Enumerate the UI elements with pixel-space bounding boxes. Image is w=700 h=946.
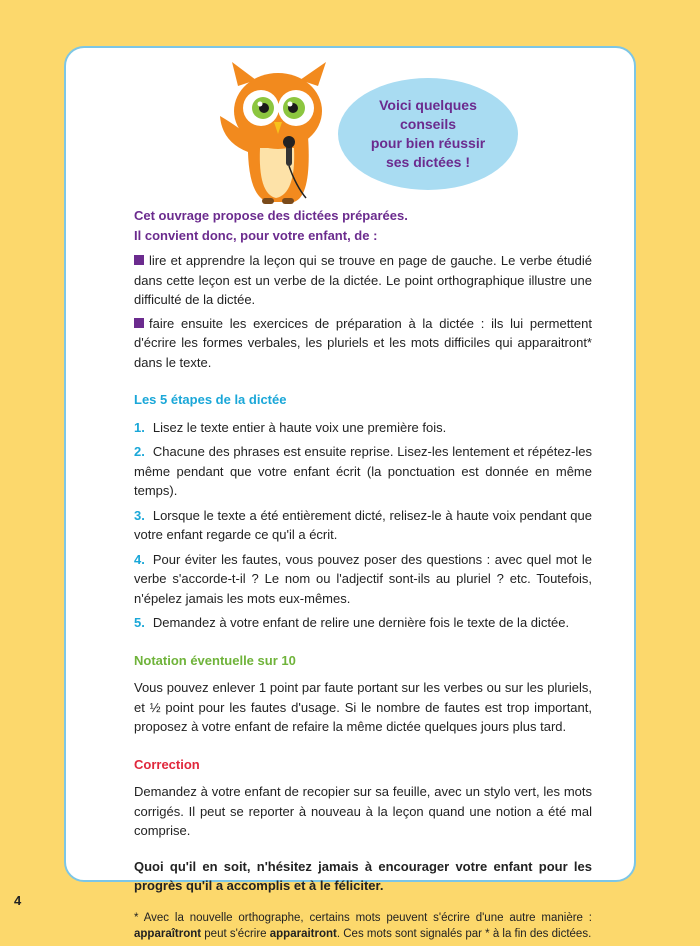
- speech-bubble-text: Voici quelques conseils pour bien réussir ses dictées !: [370, 97, 486, 170]
- step-item: 4. Pour éviter les fautes, vous pouvez poser des questions : avec quel mot le verbe s'accorde-t-il ? Le nom ou l'adjectif sont-ils au pluriel ? etc. Toutefois, n'épelez jamais les mots eux-mêmes.: [134, 551, 592, 606]
- step-item: 3. Lorsque le texte a été entièrement dicté, relisez-le à haute voix pendant que votre enfant regarde ce qu'il a écrit.: [134, 507, 592, 542]
- content-card: [64, 46, 636, 940]
- speech-bubble: [338, 78, 518, 190]
- correction-text: Demandez à votre enfant de recopier sur sa feuille, avec un stylo vert, les mots corrigés. Il peut se reporter à nouveau à la leçon quand une notion a été mal comprise.: [134, 784, 592, 838]
- closing-text: Quoi qu'il en soit, n'hésitez jamais à encourager votre enfant pour les progrès qu'il a accomplis et à le féliciter.: [134, 858, 592, 893]
- page-number: 4: [14, 893, 22, 908]
- steps-heading: Les 5 étapes de la dictée: [134, 392, 287, 407]
- square-bullet-icon: [134, 255, 144, 265]
- owl-mascot-icon: [216, 56, 336, 206]
- notation-heading: Notation éventuelle sur 10: [134, 652, 296, 668]
- bullet-item: faire ensuite les exercices de préparation à la dictée : ils lui permettent d'écrire les formes verbales, les pluriels et les mots difficiles qui apparaitront* dans le texte.: [134, 315, 592, 370]
- notation-text: Vous pouvez enlever 1 point par faute portant sur les verbes ou sur les pluriels, et ½ point pour les fautes d'usage. Si le nombre de fautes est trop important, proposez à votre enfant de refaire la même dictée quelques jours plus tard.: [134, 680, 592, 734]
- footnote: * Avec la nouvelle orthographe, certains mots peuvent s'écrire d'une autre manière : apparaîtront peut s'écrire apparaitront. Ces mots sont signalés par * à la fin des dictées.: [134, 911, 592, 940]
- intro-text: Cet ouvrage propose des dictées préparées. Il convient donc, pour votre enfant, de :: [134, 208, 408, 243]
- step-item: 1. Lisez le texte entier à haute voix une première fois.: [134, 419, 447, 435]
- correction-heading: Correction: [134, 756, 200, 772]
- main-text: [134, 206, 592, 946]
- step-item: 2. Chacune des phrases est ensuite reprise. Lisez-les lentement et répétez-les même pendant que votre enfant écrit (la ponctuation est donnée en même temps).: [134, 444, 592, 498]
- square-bullet-icon: [134, 318, 144, 328]
- steps-list: [134, 418, 592, 633]
- bullet-item: lire et apprendre la leçon qui se trouve en page de gauche. Le verbe étudié dans cette leçon est un verbe de la dictée. Le point orthographique illustre une difficulté de la dictée.: [134, 253, 592, 307]
- step-item: 5. Demandez à votre enfant de relire une dernière fois le texte de la dictée.: [134, 615, 570, 630]
